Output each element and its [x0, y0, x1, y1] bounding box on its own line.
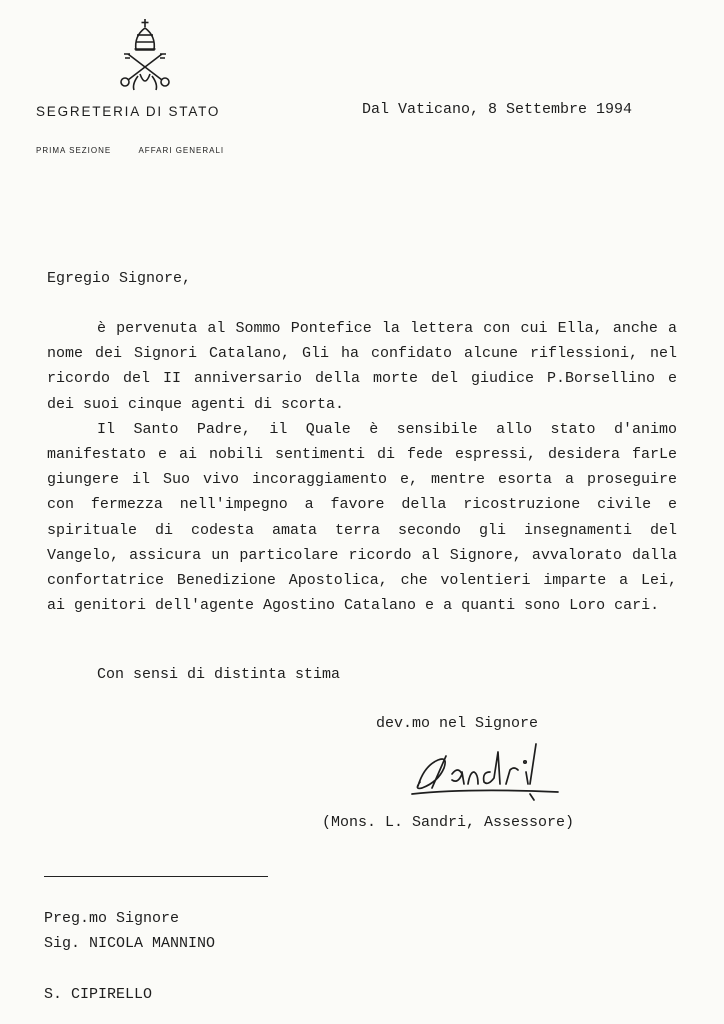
office-name: SEGRETERIA DI STATO: [36, 104, 221, 119]
department-name: AFFARI GENERALI: [138, 146, 225, 155]
office-sections: [36, 146, 224, 155]
papal-coat-of-arms-icon: [112, 18, 178, 92]
closing-salutation: Con sensi di distinta stima: [97, 666, 341, 683]
recipient-place: S. CIPIRELLO: [44, 986, 153, 1003]
devotion-line: dev.mo nel Signore: [376, 715, 539, 732]
signer-name: (Mons. L. Sandri, Assessore): [322, 814, 575, 831]
recipient-name: Sig. NICOLA MANNINO: [44, 935, 216, 952]
letter-body: [47, 316, 677, 618]
recipient-title: Preg.mo Signore: [44, 910, 180, 927]
divider-line: [44, 876, 268, 877]
body-paragraph: Il Santo Padre, il Quale è sensibile allo stato d'animo manifestato e ai nobili sentimenti di fede espressi, desidera farLe giungere il Suo vivo incoraggiamento e, mentre esorta a proseguire con fermezza nell'impegno a favore della ricostruzione civile e spirituale di codesta amata terra secondo gli insegnamenti del Vangelo, assicura un particolare ricordo al Signore, avvalorato dalla confortatrice Benedizione Apostolica, che volentieri imparte a Lei, ai genitori dell'agente Agostino Catalano e a quanti sono Loro cari.: [47, 420, 677, 615]
dateline: Dal Vaticano, 8 Settembre 1994: [362, 101, 633, 118]
body-paragraph: è pervenuta al Sommo Pontefice la lettera con cui Ella, anche a nome dei Signori Catalano, Gli ha confidato alcune riflessioni, nel ricordo del II anniversario della morte del giudice P.Borsellino e dei suoi cinque agenti di scorta.: [47, 320, 677, 413]
section-name: PRIMA SEZIONE: [36, 146, 112, 155]
greeting: Egregio Signore,: [47, 270, 192, 287]
handwritten-signature-icon: [408, 738, 578, 804]
